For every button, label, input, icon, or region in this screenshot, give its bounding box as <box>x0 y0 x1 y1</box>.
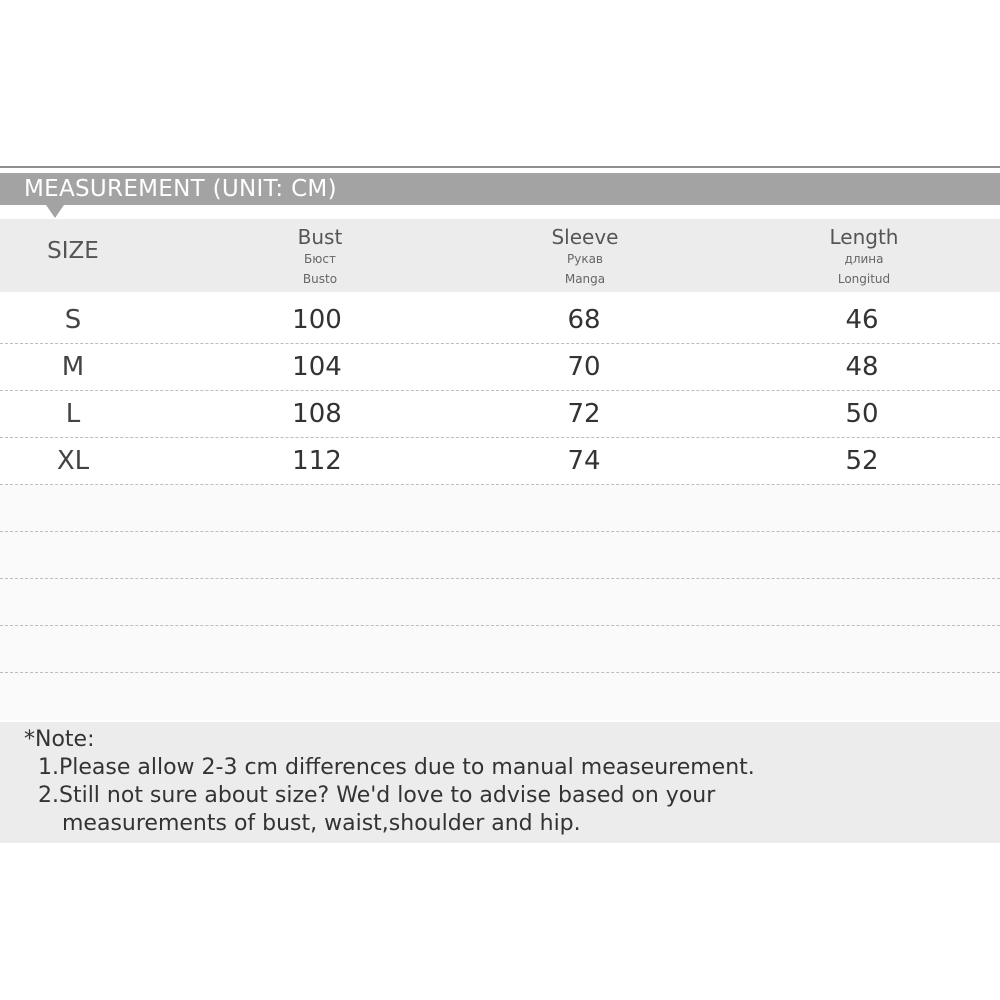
banner-pointer-icon <box>46 205 64 218</box>
sleeve-header-en: Sleeve <box>551 225 619 249</box>
size-table-body <box>0 297 1000 720</box>
length-header-ru: длина <box>844 252 884 266</box>
bust-header-en: Bust <box>297 225 343 249</box>
note-line-3: measurements of bust, waist,shoulder and hip. <box>62 811 581 836</box>
empty-table-row <box>0 673 1000 720</box>
bust-cell: 108 <box>292 399 342 429</box>
length-cell: 50 <box>845 399 879 429</box>
table-row <box>0 297 1000 344</box>
size-cell: L <box>65 399 81 429</box>
length-header-es: Longitud <box>837 272 891 286</box>
length-cell: 46 <box>845 305 879 335</box>
sleeve-cell: 70 <box>567 352 601 382</box>
size-column-header: SIZE <box>47 238 99 264</box>
note-title: *Note: <box>24 727 95 752</box>
bust-cell: 112 <box>292 446 342 476</box>
empty-table-row <box>0 485 1000 532</box>
sleeve-header-es: Manga <box>564 272 606 286</box>
sleeve-cell: 72 <box>567 399 601 429</box>
table-row <box>0 391 1000 438</box>
bust-header-ru: Бюст <box>304 252 336 266</box>
sleeve-header-ru: Рукав <box>566 252 603 266</box>
sleeve-column-header <box>485 225 685 289</box>
sleeve-cell: 68 <box>567 305 601 335</box>
bust-column-header <box>220 225 420 289</box>
size-cell: XL <box>56 446 90 476</box>
bust-cell: 100 <box>292 305 342 335</box>
top-divider <box>0 166 1000 168</box>
length-cell: 52 <box>845 446 879 476</box>
table-row <box>0 438 1000 485</box>
size-cell: S <box>64 305 82 335</box>
length-cell: 48 <box>845 352 879 382</box>
bust-header-es: Busto <box>302 272 338 286</box>
empty-table-row <box>0 579 1000 626</box>
empty-table-row <box>0 532 1000 579</box>
sleeve-cell: 74 <box>567 446 601 476</box>
banner-title: MEASUREMENT (UNIT: CM) <box>24 176 337 202</box>
note-line-1: 1.Please allow 2-3 cm differences due to manual measeurement. <box>38 755 755 780</box>
bust-cell: 104 <box>292 352 342 382</box>
length-column-header <box>764 225 964 289</box>
length-header-en: Length <box>829 225 899 249</box>
size-cell: M <box>61 352 85 382</box>
note-line-2: 2.Still not sure about size? We'd love to advise based on your <box>38 783 716 808</box>
title-banner <box>0 173 1000 205</box>
empty-table-row <box>0 626 1000 673</box>
table-row <box>0 344 1000 391</box>
